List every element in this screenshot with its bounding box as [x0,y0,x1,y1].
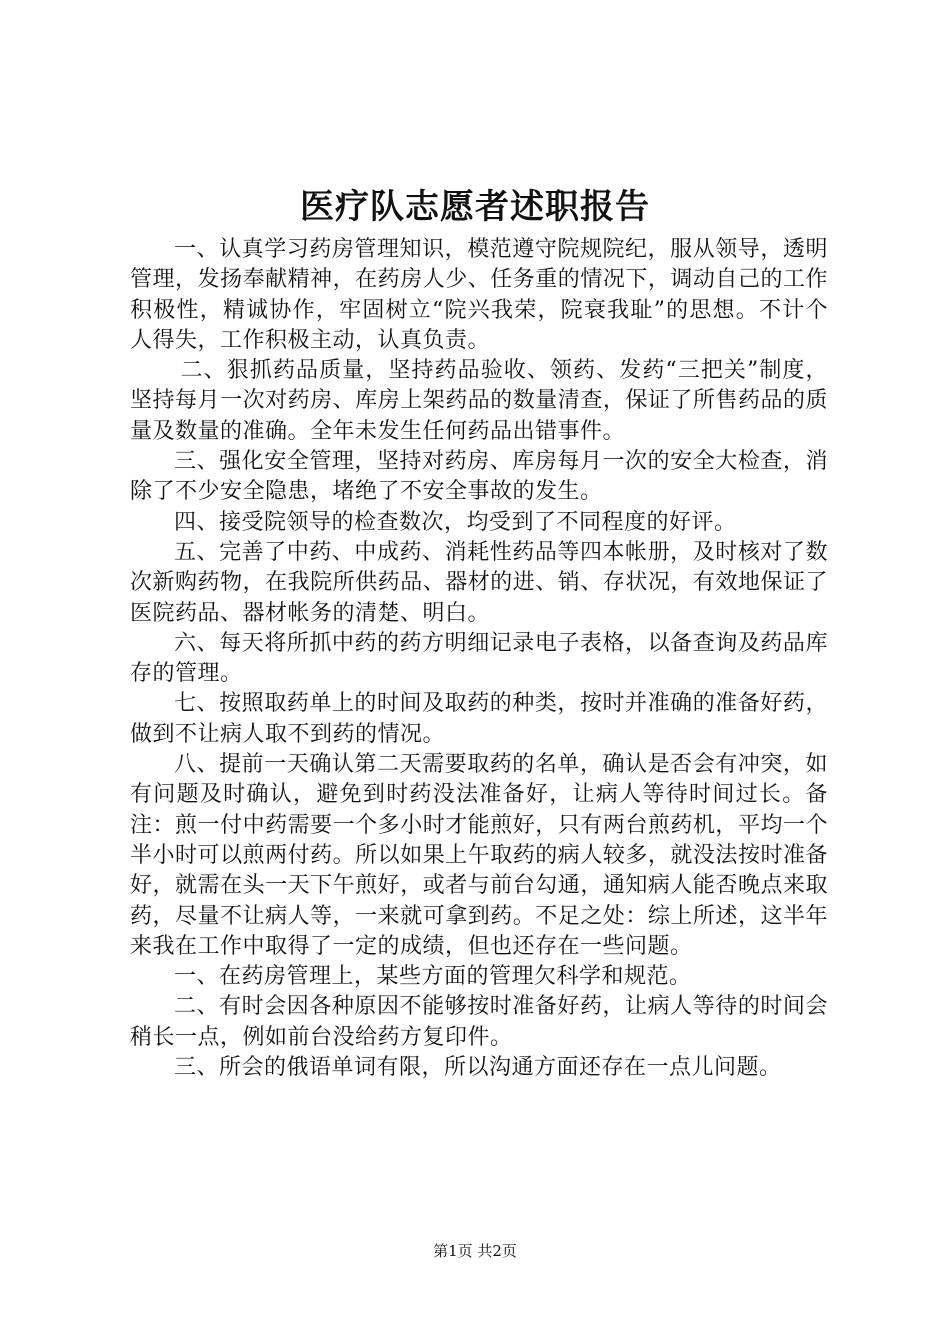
paragraph-3: 三、强化安全管理，坚持对药房、库房每月一次的安全大检查，消除了不少安全隐患，堵绝了不安全事故的发生。 [130,449,828,505]
paragraph-6: 六、每天将所抓中药的药方明细记录电子表格，以备查询及药品库存的管理。 [130,630,828,687]
paragraph-1: 一、认真学习药房管理知识，模范遵守院规院纪，服从领导，透明管理，发扬奉献精神，在药房人少、任务重的情况下，调动自己的工作积极性，精诚协作，牢固树立“院兴我荣，院衰我耻”的思想。不计个人得失，工作积极主动，认真负责。 [130,237,828,353]
document-body [130,235,828,1083]
paragraph-2: 二、狠抓药品质量，坚持药品验收、领药、发药“三把关”制度，坚持每月一次对药房、库房上架药品的数量清查，保证了所售药品的质量及数量的准确。全年未发生任何药品出错事件。 [130,358,828,444]
paragraph-11: 三、所会的俄语单词有限，所以沟通方面还存在一点儿问题。 [174,1055,782,1081]
paragraph-10: 二、有时会因各种原因不能够按时准备好药，让病人等待的时间会稍长一点，例如前台没给药方复印件。 [130,994,828,1050]
paragraph-5: 五、完善了中药、中成药、消耗性药品等四本帐册，及时核对了数次新购药物，在我院所供药品、器材的进、销、存状况，有效地保证了医院药品、器材帐务的清楚、明白。 [130,539,828,626]
page-footer: 第1页 共2页 [433,1242,517,1260]
document-title: 医疗队志愿者述职报告 [300,187,650,227]
paragraph-4: 四、接受院领导的检查数次，均受到了不同程度的好评。 [174,509,737,535]
paragraph-7: 七、按照取药单上的时间及取药的种类，按时并准确的准备好药，做到不让病人取不到药的情况。 [130,691,828,747]
paragraph-8: 八、提前一天确认第二天需要取药的名单，确认是否会有冲突，如有问题及时确认，避免到时药没法准备好，让病人等待时间过长。备注：煎一付中药需要一个多小时才能煎好，只有两台煎药机，平均一个半小时可以煎两付药。所以如果上午取药的病人较多，就没法按时准备好，就需在头一天下午煎好，或者与前台勾通，通知病人能否晚点来取药，尽量不让病人等，一来就可拿到药。不足之处：综上所述，这半年来我在工作中取得了一定的成绩，但也还存在一些问题。 [130,752,828,959]
paragraph-9: 一、在药房管理上，某些方面的管理欠科学和规范。 [174,964,692,990]
